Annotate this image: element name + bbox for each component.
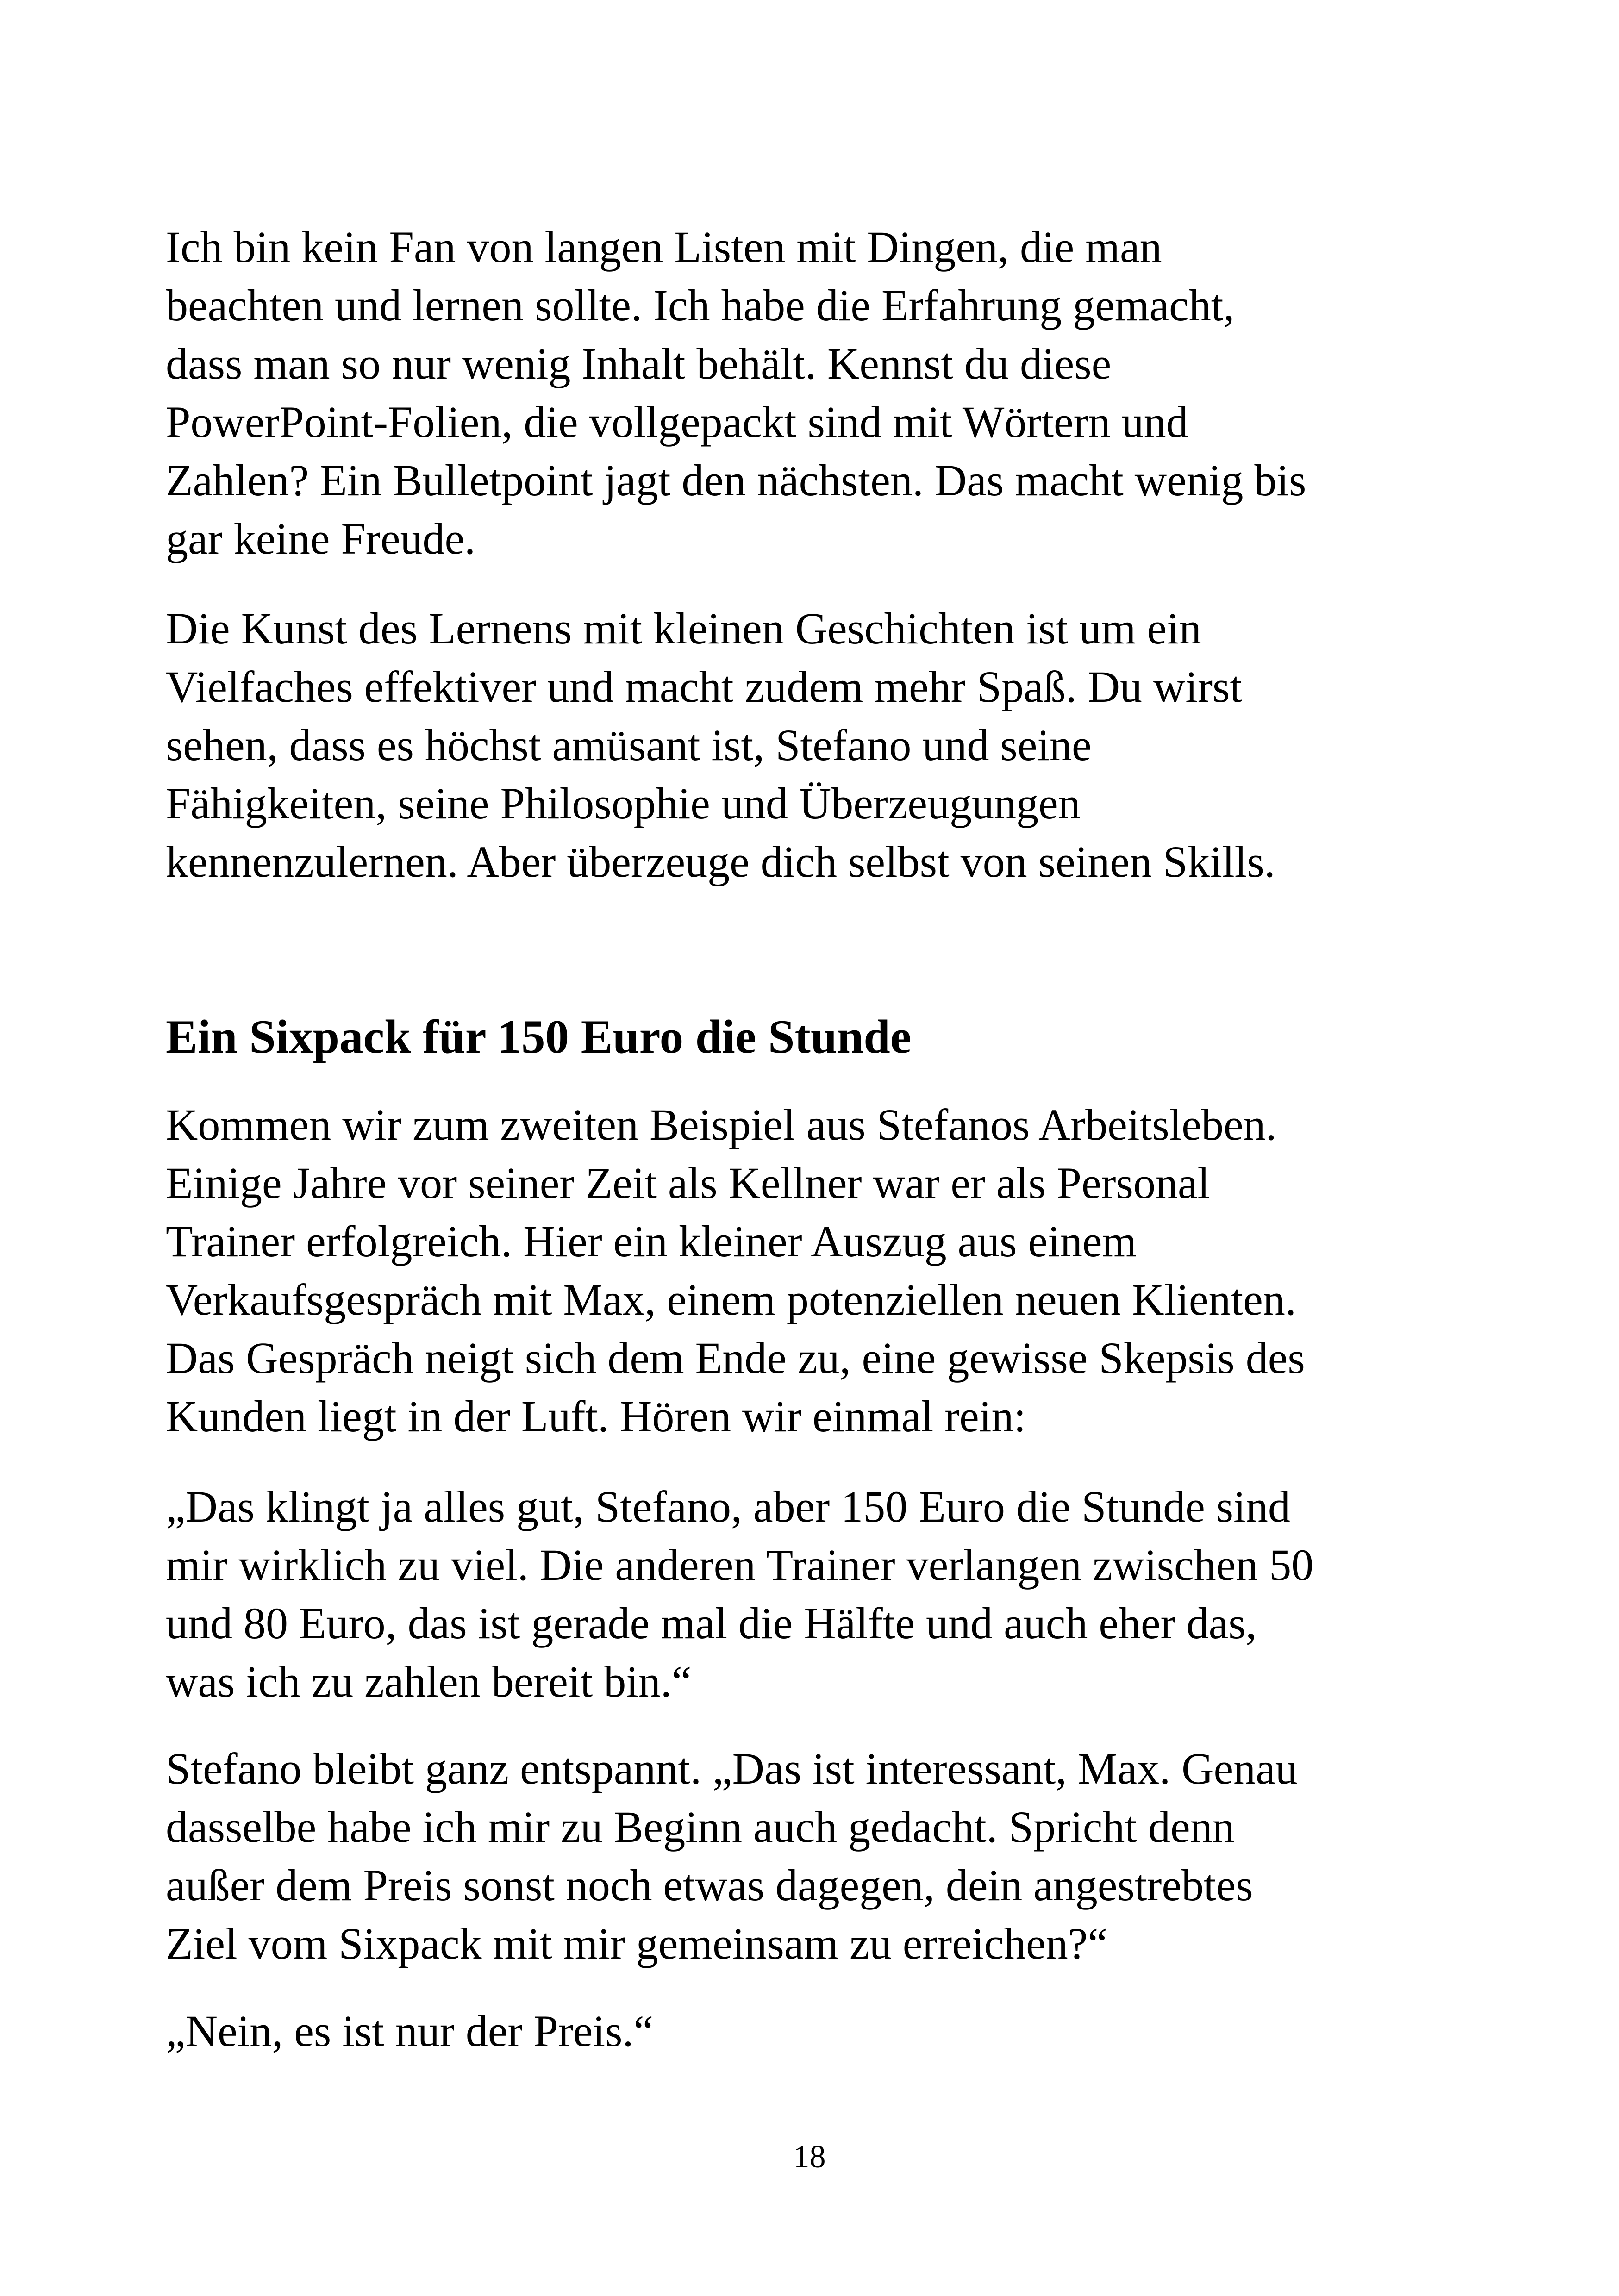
text-line: Ich bin kein Fan von langen Listen mit Dingen, die man bbox=[166, 222, 1162, 272]
paragraph-stories bbox=[166, 599, 1411, 891]
text-line: „Das klingt ja alles gut, Stefano, aber 150 Euro die Stunde sind bbox=[166, 1482, 1290, 1531]
text-line: Das Gespräch neigt sich dem Ende zu, eine gewisse Skepsis des bbox=[166, 1333, 1305, 1383]
text-line: Die Kunst des Lernens mit kleinen Geschichten ist um ein bbox=[166, 604, 1201, 653]
text-line: Fähigkeiten, seine Philosophie und Überzeugungen bbox=[166, 779, 1081, 828]
text-line: außer dem Preis sonst noch etwas dagegen, dein angestrebtes bbox=[166, 1860, 1253, 1910]
text-line: Vielfaches effektiver und macht zudem mehr Spaß. Du wirst bbox=[166, 662, 1243, 711]
text-line: gar keine Freude. bbox=[166, 514, 476, 563]
text-line: Ziel vom Sixpack mit mir gemeinsam zu erreichen?“ bbox=[166, 1919, 1107, 1968]
text-line: mir wirklich zu viel. Die anderen Trainer verlangen zwischen 50 bbox=[166, 1540, 1314, 1590]
text-line: Einige Jahre vor seiner Zeit als Kellner war er als Personal bbox=[166, 1158, 1210, 1208]
text-line: sehen, dass es höchst amüsant ist, Stefano und seine bbox=[166, 720, 1092, 770]
text-line: beachten und lernen sollte. Ich habe die Erfahrung gemacht, bbox=[166, 281, 1235, 330]
paragraph-dialogue-max bbox=[166, 1478, 1411, 1711]
paragraph-dialogue-stefano bbox=[166, 1740, 1411, 1973]
page-number: 18 bbox=[793, 2139, 826, 2175]
text-line: Kunden liegt in der Luft. Hören wir einmal rein: bbox=[166, 1391, 1026, 1441]
text-line: kennenzulernen. Aber überzeuge dich selbst von seinen Skills. bbox=[166, 837, 1275, 886]
text-line: was ich zu zahlen bereit bin.“ bbox=[166, 1657, 692, 1706]
text-line: und 80 Euro, das ist gerade mal die Hälfte und auch eher das, bbox=[166, 1598, 1257, 1648]
paragraph-intro bbox=[166, 218, 1411, 568]
section-heading: Ein Sixpack für 150 Euro die Stunde bbox=[166, 1011, 912, 1063]
text-line: Kommen wir zum zweiten Beispiel aus Stefanos Arbeitsleben. bbox=[166, 1100, 1277, 1149]
text-line: Trainer erfolgreich. Hier ein kleiner Auszug aus einem bbox=[166, 1217, 1137, 1266]
text-line: Zahlen? Ein Bulletpoint jagt den nächsten. Das macht wenig bis bbox=[166, 455, 1306, 505]
paragraph-dialogue-reply bbox=[166, 2002, 1411, 2060]
text-line: „Nein, es ist nur der Preis.“ bbox=[166, 2006, 654, 2056]
text-line: Stefano bleibt ganz entspannt. „Das ist interessant, Max. Genau bbox=[166, 1744, 1298, 1793]
text-line: Verkaufsgespräch mit Max, einem potenziellen neuen Klienten. bbox=[166, 1275, 1296, 1324]
paragraph-example-intro bbox=[166, 1096, 1411, 1446]
text-line: dasselbe habe ich mir zu Beginn auch gedacht. Spricht denn bbox=[166, 1802, 1235, 1852]
text-line: PowerPoint-Folien, die vollgepackt sind mit Wörtern und bbox=[166, 397, 1188, 447]
text-line: dass man so nur wenig Inhalt behält. Kennst du diese bbox=[166, 339, 1112, 388]
